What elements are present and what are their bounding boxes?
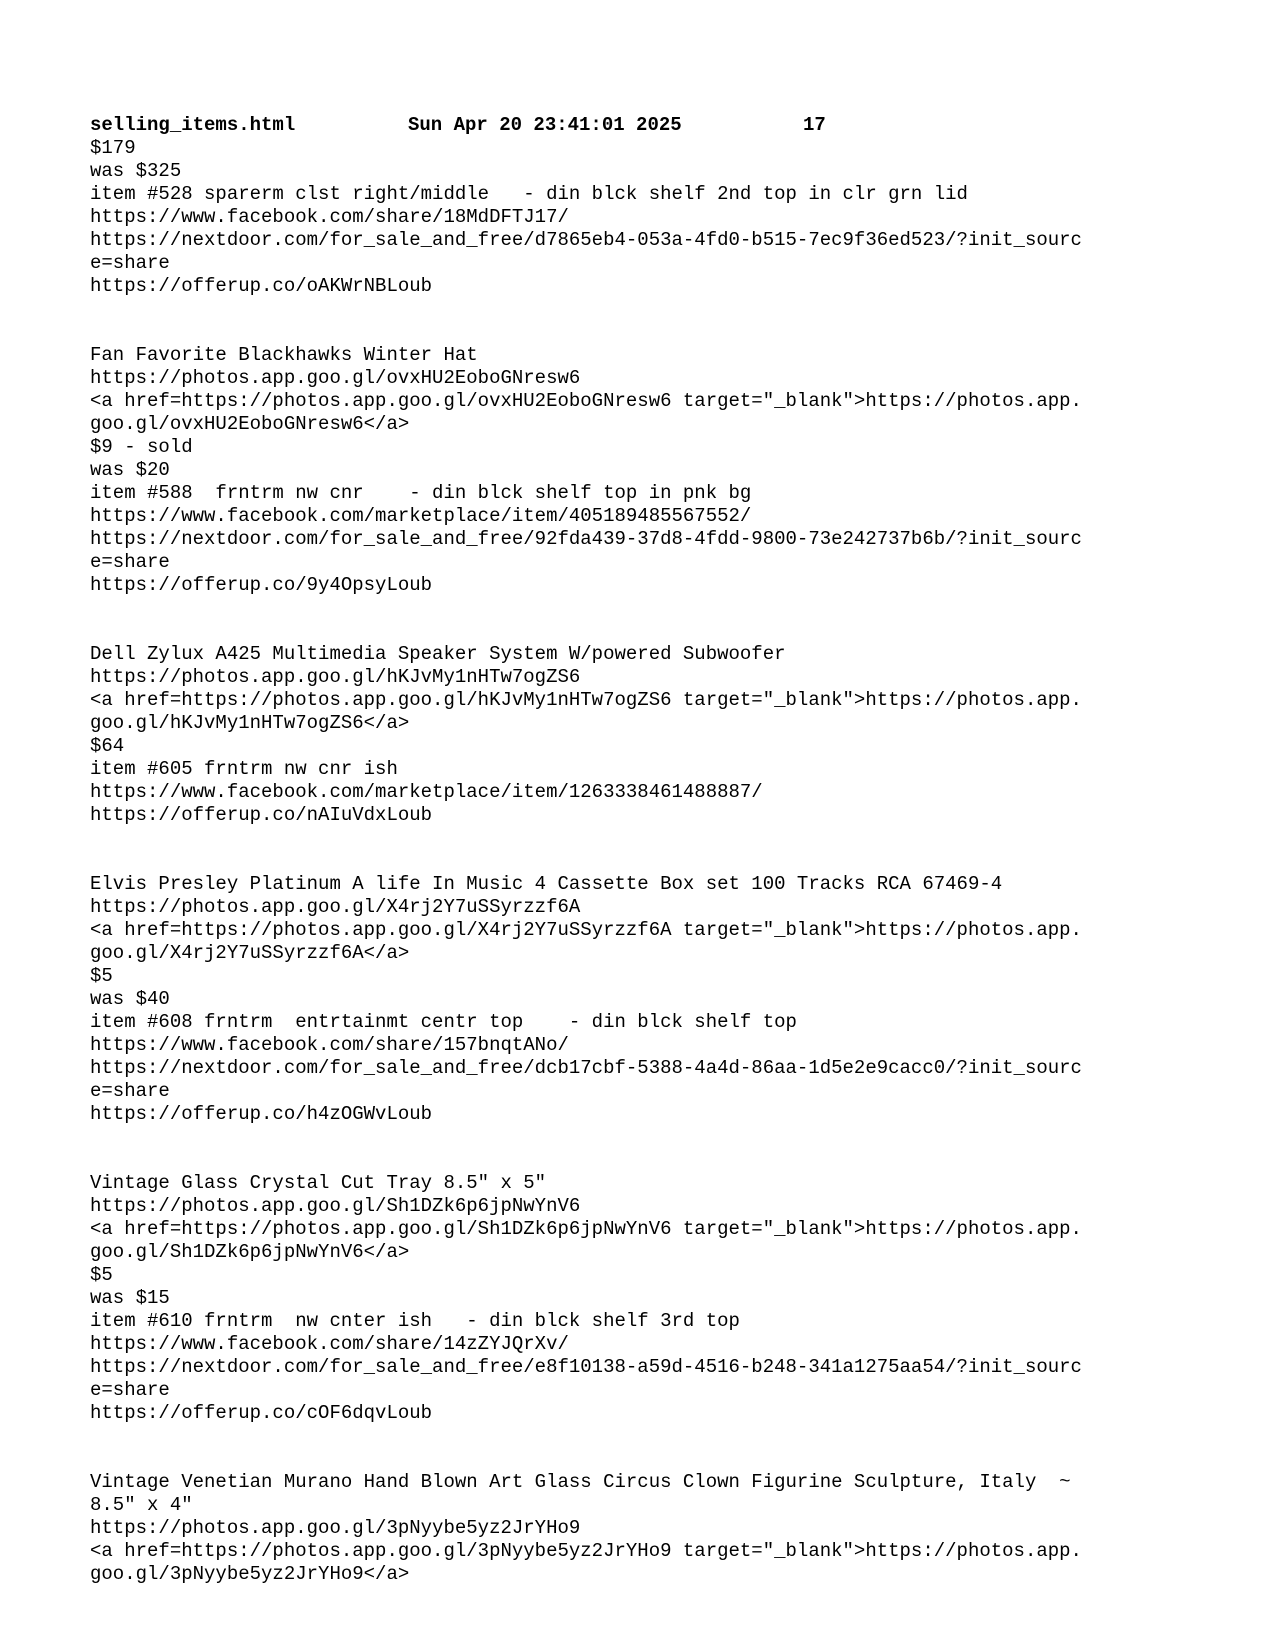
text-line: goo.gl/3pNyybe5yz2JrYHo9</a>	[90, 1563, 410, 1585]
text-line: https://photos.app.goo.gl/Sh1DZk6p6jpNwYnV6	[90, 1195, 581, 1217]
text-line: https://www.facebook.com/share/157bnqtANo/	[90, 1034, 569, 1056]
text-line: Fan Favorite Blackhawks Winter Hat	[90, 344, 478, 366]
text-line: https://offerup.co/nAIuVdxLoub	[90, 804, 433, 826]
text-line: https://photos.app.goo.gl/3pNyybe5yz2JrYHo9	[90, 1517, 581, 1539]
text-line: https://www.facebook.com/share/14zZYJQrXv/	[90, 1333, 569, 1355]
header-datetime: Sun Apr 20 23:41:01 2025	[408, 114, 682, 136]
text-line: <a href=https://photos.app.goo.gl/ovxHU2EoboGNresw6 target="_blank">https://photos.app.	[90, 390, 1082, 412]
text-line: item #610 frntrm nw cnter ish - din blck shelf 3rd top	[90, 1310, 740, 1332]
text-line: $5	[90, 1264, 113, 1286]
header-page-number: 17	[803, 114, 826, 136]
page-header	[90, 114, 1240, 137]
text-line: $9 - sold	[90, 436, 193, 458]
text-line: goo.gl/ovxHU2EoboGNresw6</a>	[90, 413, 410, 435]
blank-line	[90, 1425, 1240, 1448]
text-line: Elvis Presley Platinum A life In Music 4 Cassette Box set 100 Tracks RCA 67469-4	[90, 873, 1003, 895]
text-line: was $15	[90, 1287, 170, 1309]
text-line: https://offerup.co/9y4OpsyLoub	[90, 574, 433, 596]
text-line: https://www.facebook.com/marketplace/item/1263338461488887/	[90, 781, 763, 803]
text-line: <a href=https://photos.app.goo.gl/3pNyybe5yz2JrYHo9 target="_blank">https://photos.app.	[90, 1540, 1082, 1562]
text-line: Vintage Glass Crystal Cut Tray 8.5" x 5"	[90, 1172, 547, 1194]
text-line: https://nextdoor.com/for_sale_and_free/d7865eb4-053a-4fd0-b515-7ec9f36ed523/?init_sourc	[90, 229, 1082, 251]
text-line: https://nextdoor.com/for_sale_and_free/92fda439-37d8-4fdd-9800-73e242737b6b/?init_sourc	[90, 528, 1082, 550]
text-line: Vintage Venetian Murano Hand Blown Art Glass Circus Clown Figurine Sculpture, Italy ~	[90, 1471, 1071, 1493]
blank-line	[90, 827, 1240, 850]
text-line: item #588 frntrm nw cnr - din blck shelf top in pnk bg	[90, 482, 752, 504]
text-line: $5	[90, 965, 113, 987]
text-line: https://offerup.co/cOF6dqvLoub	[90, 1402, 433, 1424]
blank-line	[90, 1126, 1240, 1149]
text-line: https://nextdoor.com/for_sale_and_free/dcb17cbf-5388-4a4d-86aa-1d5e2e9cacc0/?init_sourc	[90, 1057, 1082, 1079]
text-line: https://offerup.co/h4zOGWvLoub	[90, 1103, 433, 1125]
text-line: item #528 sparerm clst right/middle - din blck shelf 2nd top in clr grn lid	[90, 183, 968, 205]
text-line: <a href=https://photos.app.goo.gl/hKJvMy1nHTw7ogZS6 target="_blank">https://photos.app.	[90, 689, 1082, 711]
blank-line	[90, 1448, 1240, 1471]
text-line: e=share	[90, 252, 170, 274]
text-line: https://photos.app.goo.gl/ovxHU2EoboGNresw6	[90, 367, 581, 389]
text-line: item #608 frntrm entrtainmt centr top - din blck shelf top	[90, 1011, 797, 1033]
text-line: was $40	[90, 988, 170, 1010]
blank-line	[90, 850, 1240, 873]
text-line: goo.gl/hKJvMy1nHTw7ogZS6</a>	[90, 712, 410, 734]
text-line: goo.gl/Sh1DZk6p6jpNwYnV6</a>	[90, 1241, 410, 1263]
text-line: $64	[90, 735, 125, 757]
document-body	[90, 137, 1240, 1586]
blank-line	[90, 298, 1240, 321]
text-line: was $325	[90, 160, 182, 182]
text-line: Dell Zylux A425 Multimedia Speaker System W/powered Subwoofer	[90, 643, 786, 665]
header-filename: selling_items.html	[90, 114, 296, 136]
blank-line	[90, 1149, 1240, 1172]
text-line: <a href=https://photos.app.goo.gl/Sh1DZk6p6jpNwYnV6 target="_blank">https://photos.app.	[90, 1218, 1082, 1240]
text-line: https://photos.app.goo.gl/X4rj2Y7uSSyrzzf6A	[90, 896, 581, 918]
text-line: https://photos.app.goo.gl/hKJvMy1nHTw7ogZS6	[90, 666, 581, 688]
text-line: $179	[90, 137, 136, 159]
text-line: https://nextdoor.com/for_sale_and_free/e8f10138-a59d-4516-b248-341a1275aa54/?init_sourc	[90, 1356, 1082, 1378]
text-line: item #605 frntrm nw cnr ish	[90, 758, 398, 780]
blank-line	[90, 321, 1240, 344]
text-line: https://offerup.co/oAKWrNBLoub	[90, 275, 433, 297]
text-line: goo.gl/X4rj2Y7uSSyrzzf6A</a>	[90, 942, 410, 964]
document-page	[90, 114, 1240, 1586]
text-line: 8.5" x 4"	[90, 1494, 193, 1516]
text-line: e=share	[90, 551, 170, 573]
blank-line	[90, 620, 1240, 643]
text-line: e=share	[90, 1379, 170, 1401]
text-line: <a href=https://photos.app.goo.gl/X4rj2Y7uSSyrzzf6A target="_blank">https://photos.app.	[90, 919, 1082, 941]
text-line: https://www.facebook.com/share/18MdDFTJ17/	[90, 206, 569, 228]
text-line: was $20	[90, 459, 170, 481]
text-line: e=share	[90, 1080, 170, 1102]
blank-line	[90, 597, 1240, 620]
text-line: https://www.facebook.com/marketplace/item/405189485567552/	[90, 505, 752, 527]
